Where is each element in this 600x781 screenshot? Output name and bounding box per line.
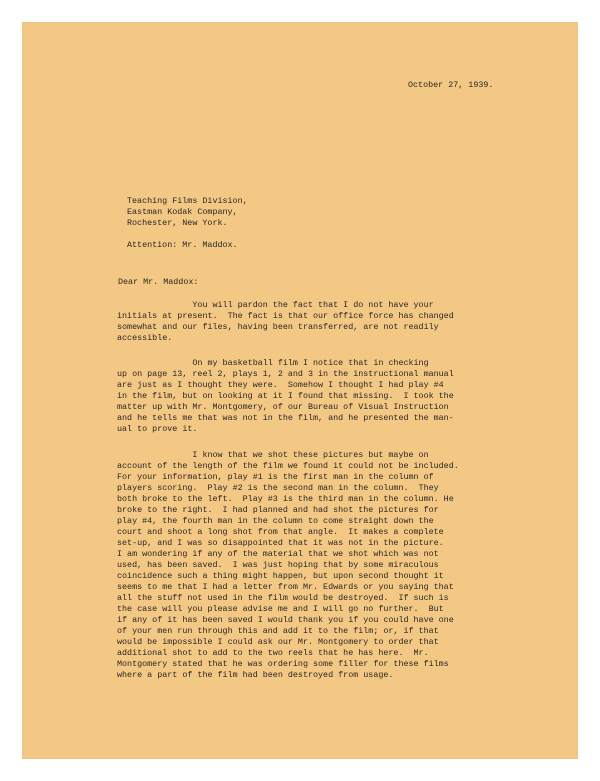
text-line: accessible. bbox=[117, 333, 173, 343]
text-line: are just as I thought they were. Somehow I thought I had play #4 bbox=[117, 380, 444, 390]
text-line: of your men run through this and add it to the film; or, if that bbox=[117, 626, 439, 636]
text-line: where a part of the film had been destroyed from usage. bbox=[117, 670, 394, 680]
text-line: ual to prove it. bbox=[117, 424, 198, 434]
text-line: used, has been saved. I was just hoping that by some miraculous bbox=[117, 560, 439, 570]
text-line: initials at present. The fact is that our office force has changed bbox=[117, 311, 454, 321]
paragraph-2 bbox=[117, 358, 454, 435]
text-line: account of the length of the film we found it could not be included. bbox=[117, 461, 459, 471]
text-line: On my basketball film I notice that in checking bbox=[117, 358, 429, 368]
paragraph-1 bbox=[117, 300, 454, 344]
text-line: seems to me that I had a letter from Mr. Edwards or you saying that bbox=[117, 582, 454, 592]
text-line: For your information, play #1 is the first man in the column of bbox=[117, 472, 434, 482]
address-line: Rochester, New York. bbox=[127, 218, 228, 228]
text-line: players scoring. Play #2 is the second man in the column. They bbox=[117, 483, 439, 493]
text-line: and he tells me that was not in the film, and he presented the man- bbox=[117, 413, 454, 423]
text-line: would be impossible I could ask our Mr. Montgomery to order that bbox=[117, 637, 439, 647]
text-line: the case will you please advise me and I will go no further. But bbox=[117, 604, 444, 614]
text-line: court and shoot a long shot from that angle. It makes a complete bbox=[117, 527, 444, 537]
text-line: if any of it has been saved I would thank you if you could have one bbox=[117, 615, 454, 625]
text-line: broke to the right. I had planned and had shot the pictures for bbox=[117, 505, 439, 515]
text-line: play #4, the fourth man in the column to come straight down the bbox=[117, 516, 434, 526]
letter-date: October 27, 1939. bbox=[408, 80, 494, 90]
text-line: set-up, and I was so disappointed that it was not in the picture. bbox=[117, 538, 444, 548]
address-line: Teaching Films Division, bbox=[127, 196, 248, 206]
text-line: You will pardon the fact that I do not have your bbox=[117, 300, 434, 310]
text-line: all the stuff not used in the film would be destroyed. If such is bbox=[117, 593, 449, 603]
text-line: Montgomery stated that he was ordering some filler for these films bbox=[117, 659, 449, 669]
text-line: somewhat and our files, having been transferred, are not readily bbox=[117, 322, 439, 332]
paragraph-3 bbox=[117, 450, 459, 681]
text-line: additional shot to add to the two reels that he has here. Mr. bbox=[117, 648, 429, 658]
text-line: in the film, but on looking at it I found that missing. I took the bbox=[117, 391, 454, 401]
address-line: Eastman Kodak Company, bbox=[127, 207, 238, 217]
text-line: matter up with Mr. Montgomery, of our Bureau of Visual Instruction bbox=[117, 402, 449, 412]
text-line: I know that we shot these pictures but maybe on bbox=[117, 450, 429, 460]
attention-line: Attention: Mr. Maddox. bbox=[127, 240, 238, 250]
text-line: coincidence such a thing might happen, but upon second thought it bbox=[117, 571, 444, 581]
salutation: Dear Mr. Maddox: bbox=[118, 277, 199, 287]
text-line: both broke to the left. Play #3 is the third man in the column. He bbox=[117, 494, 454, 504]
text-line: up on page 13, reel 2, plays 1, 2 and 3 in the instructional manual bbox=[117, 369, 454, 379]
text-line: I am wondering if any of the material that we shot which was not bbox=[117, 549, 439, 559]
